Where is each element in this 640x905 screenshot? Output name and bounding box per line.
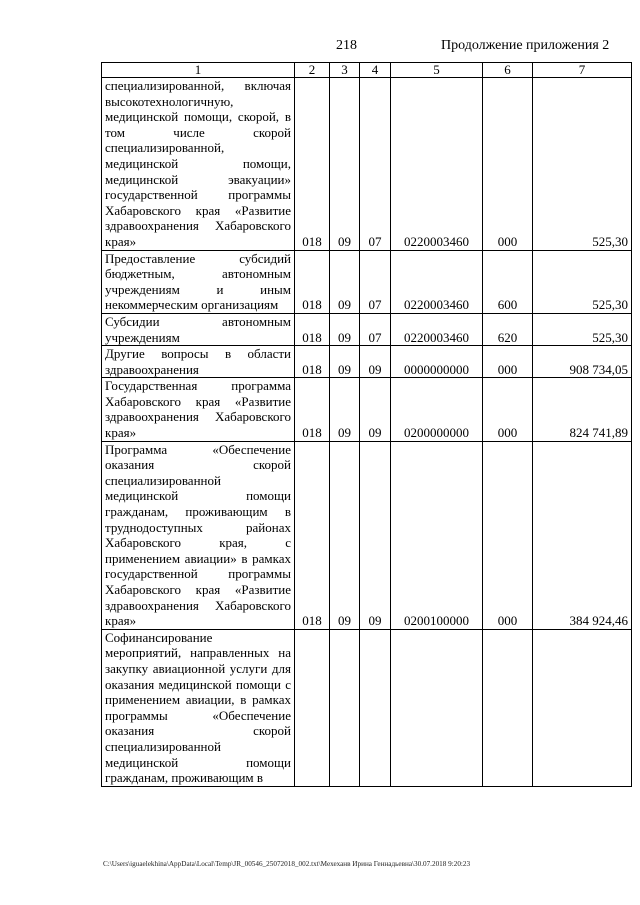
column-header: 6 (483, 63, 533, 78)
row-name: Субсидии автономным учреждениям (102, 313, 295, 345)
subsection-code: 09 (360, 346, 391, 378)
footer-file-path: C:\Users\iguaelekhina\AppData\Local\Temp\JR_00546_25072018_002.txt\Мехеханв Ирина Геннадьевна\30.07.2018 9:20:23 (103, 860, 471, 868)
column-header: 7 (533, 63, 632, 78)
column-header: 1 (102, 63, 295, 78)
expense-type-code: 620 (483, 313, 533, 345)
target-article-code: 0220003460 (391, 78, 483, 251)
amount: 525,30 (533, 313, 632, 345)
row-name: Софинансирование мероприятий, направленных на закупку авиационной услуги для оказания медицинской помощи с применением авиации, в рамках программы «Обеспечение оказания скорой специализированной медицинской помощи гражданам, проживающим в (102, 629, 295, 786)
target-article-code: 0200000000 (391, 378, 483, 441)
target-article-code: 0000000000 (391, 346, 483, 378)
row-name: специализированной, включая высокотехнологичную, медицинской помощи, скорой, в том числе скорой специализированной, медицинской помощи, медицинской эвакуации» государственной программы Хабаровского края «Развитие здравоохранения Хабаровского края» (102, 78, 295, 251)
column-header: 3 (330, 63, 360, 78)
section-code: 09 (330, 346, 360, 378)
subsection-code: 07 (360, 313, 391, 345)
ministry-code: 018 (295, 378, 330, 441)
table-row (102, 629, 632, 786)
amount: 384 924,46 (533, 441, 632, 629)
expense-type-code (483, 629, 533, 786)
page-number: 218 (336, 38, 357, 53)
amount: 525,30 (533, 250, 632, 313)
section-code: 09 (330, 313, 360, 345)
table-row (102, 378, 632, 441)
subsection-code: 09 (360, 441, 391, 629)
section-code: 09 (330, 441, 360, 629)
amount: 824 741,89 (533, 378, 632, 441)
header-row (102, 63, 632, 78)
table-row (102, 78, 632, 251)
table-row (102, 346, 632, 378)
expense-type-code: 000 (483, 441, 533, 629)
budget-table (101, 62, 632, 787)
target-article-code: 0220003460 (391, 250, 483, 313)
ministry-code: 018 (295, 346, 330, 378)
row-name: Другие вопросы в области здравоохранения (102, 346, 295, 378)
row-name: Предоставление субсидий бюджетным, автономным учреждениям и иным некоммерческим организациям (102, 250, 295, 313)
amount: 525,30 (533, 78, 632, 251)
column-header: 4 (360, 63, 391, 78)
subsection-code: 07 (360, 78, 391, 251)
subsection-code (360, 629, 391, 786)
target-article-code (391, 629, 483, 786)
expense-type-code: 000 (483, 346, 533, 378)
target-article-code: 0200100000 (391, 441, 483, 629)
row-name: Программа «Обеспечение оказания скорой специализированной медицинской помощи гражданам, проживающим в труднодоступных районах Хабаровского края, с применением авиации» в рамках государственной программы Хабаровского края «Развитие здравоохранения Хабаровского края» (102, 441, 295, 629)
expense-type-code: 000 (483, 78, 533, 251)
subsection-code: 07 (360, 250, 391, 313)
expense-type-code: 600 (483, 250, 533, 313)
row-name: Государственная программа Хабаровского края «Развитие здравоохранения Хабаровского края» (102, 378, 295, 441)
section-code: 09 (330, 78, 360, 251)
continuation-label: Продолжение приложения 2 (441, 38, 610, 53)
section-code (330, 629, 360, 786)
ministry-code: 018 (295, 313, 330, 345)
amount (533, 629, 632, 786)
table-row (102, 313, 632, 345)
expense-type-code: 000 (483, 378, 533, 441)
table-row (102, 250, 632, 313)
ministry-code (295, 629, 330, 786)
target-article-code: 0220003460 (391, 313, 483, 345)
table-row (102, 441, 632, 629)
subsection-code: 09 (360, 378, 391, 441)
ministry-code: 018 (295, 250, 330, 313)
column-header: 2 (295, 63, 330, 78)
column-header: 5 (391, 63, 483, 78)
section-code: 09 (330, 378, 360, 441)
ministry-code: 018 (295, 441, 330, 629)
amount: 908 734,05 (533, 346, 632, 378)
section-code: 09 (330, 250, 360, 313)
ministry-code: 018 (295, 78, 330, 251)
